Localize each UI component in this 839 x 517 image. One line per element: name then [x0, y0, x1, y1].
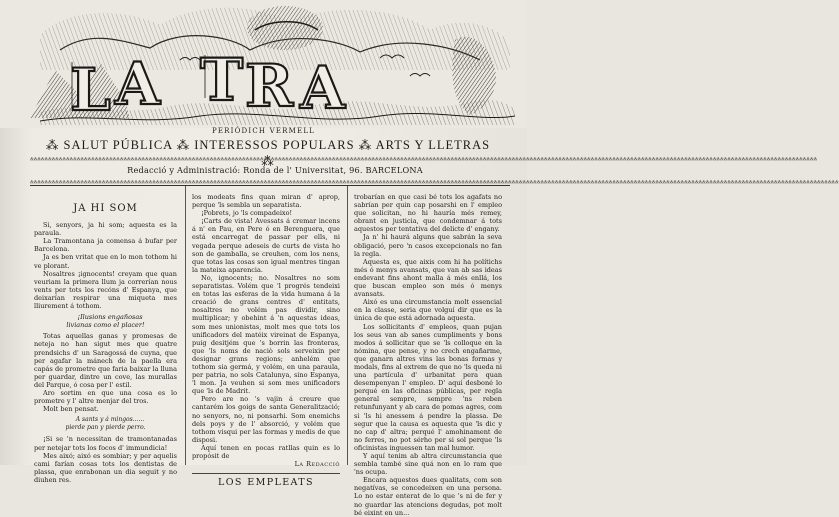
masthead-illustration: [0, 0, 527, 128]
col1-paragraph: Nosaltres ¡ignocents! creyam que quan veuriam la primera llum ja correrían nous vents per tots los recóns d' Espanya, que deixarían respirar una miqueta mes lliurement á tothom.: [34, 269, 177, 311]
signature: La Redacció: [294, 460, 340, 469]
col1-paragraph: Mes aixó; aixó es sombiar; y per aquelis cami farían cosas tots los dentistas de plassa, que enrabonan un dia seguit y no diuhen res.: [34, 451, 177, 484]
svg-text:A: A: [115, 50, 161, 118]
column-divider-1: [185, 186, 186, 465]
column-2: [192, 193, 340, 489]
col1-paragraph: ¡Si se 'n necessitan de tramontanadas per netejar tots los focos d' immundicia!: [34, 435, 177, 452]
col1-paragraph: Molt ben pensat.: [43, 405, 99, 414]
masthead-engraving: [0, 0, 527, 128]
ornamental-rule-top: ⁂⁂⁂⁂⁂⁂⁂⁂⁂⁂⁂⁂⁂⁂⁂⁂⁂⁂⁂⁂⁂⁂⁂⁂⁂⁂⁂⁂⁂⁂⁂⁂⁂⁂⁂⁂⁂⁂⁂⁂⁂⁂⁂⁂⁂⁂⁂⁂⁂⁂⁂⁂⁂⁂⁂⁂⁂⁂⁂⁂⁂⁂⁂⁂⁂⁂⁂⁂⁂⁂⁂⁂⁂⁂⁂⁂⁂⁂⁂⁂⁂⁂⁂⁂⁂⁂⁂⁂⁂⁂⁂⁂⁂⁂⁂⁂⁂⁂⁂⁂⁂⁂⁂⁂⁂⁂⁂⁂⁂⁂⁂⁂⁂⁂⁂⁂⁂⁂⁂⁂⁂⁂⁂⁂⁂⁂⁂⁂⁂⁂⁂⁂⁂⁂⁂⁂⁂⁂⁂⁂⁂⁂⁂⁂⁂⁂⁂⁂⁂⁂⁂⁂⁂⁂⁂⁂⁂⁂⁂⁂⁂⁂⁂⁂⁂⁂⁂⁂⁂⁂⁂⁂⁂⁂⁂⁂⁂⁂⁂⁂⁂⁂⁂⁂⁂⁂⁂⁂⁂⁂⁂⁂⁂⁂⁂⁂⁂⁂⁂⁂⁂⁂⁂⁂⁂⁂⁂⁂⁂⁂⁂⁂⁂⁂⁂⁂⁂⁂⁂: [30, 157, 818, 161]
col2-paragraph: ¡Carts de vista! Avessats á cremar incens á n' en Pau, en Pere ó en Berenguera, que está encarregat de passar per ells, ni vegada perque adeseis de curts de vista ho son de gamballa, se creuhen, com los nens, que totas las cosas son igual mentres tingan la mateixa aparencia.: [192, 217, 340, 274]
col2-paragraph: Aquí tenen en pocas ratllas quin es lo propósit de: [192, 443, 340, 460]
col1-paragraph: La Tramontana ja comensa á bufar per Barcelona.: [34, 237, 177, 254]
column-1: [34, 193, 177, 484]
svg-text:A: A: [300, 54, 346, 122]
section-heading: LOS EMPLEATS: [218, 477, 314, 489]
column-3: [354, 193, 502, 517]
col1-paragraph: Aro sortim en que una cosa es lo prometre y l' altre menjar del tros.: [34, 388, 177, 406]
col2-paragraph: Pero are no 's vajin á creure que cantarém los goigs de santa Generalització; no senyors, no, ni ponsarhi. Som enemichs dels poys y de l' absorció, y volém que tothom visqui per las formas y medis de que disposi.: [192, 395, 340, 444]
col3-paragraph: Encara aquestos dues qualitats, com son negatívas, se concedeixen en una persona. Lo no estar enterat de lo que 's ni de fer y no guardar las atencions degudas, pot molt bé eixint en un...: [354, 476, 502, 517]
col1-paragraph: Si, senyors, ja hi som; aquesta es la paraula.: [34, 221, 177, 238]
section-rule: [192, 473, 340, 474]
col3-paragraph: trobarían en que casi bé tots los agafats no sabrían per quin cap posarshi en l' empleo que solicitan, no hi hauría més remey, obrant en justicia, que condemnar á tots aquestos per tentativa del delicte d' engany.: [354, 193, 502, 234]
col3-paragraph: Aixó es una circumstancia molt essencial en la classe, seria que volguí dir que es la única de que está adornada aquesta.: [354, 298, 502, 323]
col2-paragraph: ¡Pobrets, jo 'ls compadeixo!: [201, 209, 293, 218]
svg-text:R: R: [245, 52, 294, 120]
col1-verse: ¡Ilusions engañosas livianas como el placer!: [66, 313, 145, 330]
subtitle: PERIÓDICH VERMELL: [211, 127, 316, 135]
col1-paragraph: Ja es ben vritat que en lo mon tothom hi ve plorant.: [34, 253, 177, 270]
col3-paragraph: Los sollicitants d' empleos, quan pujan los seus van ab sanes cumpliments y bons modos á sollicitar que se 'ls colloque en la nómina, que pense, y no crech engañarme, que ganarn altres vins las bonas formas y modals, fins al extrem de que no 'ls queda ni una partícula d' urbanitat pera quan desempenyan l' empleo. D' aquí desboné lo perqué en las oficinas públicas, per regla general sempre, sempre 'ns reben retunfunyant y ab cara de pomas agres, com si 'ls hi anessem á pendre la plassa. De segur que la causa es aquesta que 'ls dic y no cap d' altra; perqué l' amohinament de no ferres, no pot sérho per si sol perque 'ls oficinistas inguessen tan mal humor.: [354, 322, 502, 452]
col2-paragraph: los modeats fins quan miran d' aprop, perque 'ls sembla un separatista.: [192, 193, 340, 210]
col1-paragraph: Totas aquellas ganas y promesas de neteja no han sigut mes que quatre prendsichs d' un Saragossá de cuyna, que per agafar la mánech de la paella era capás de prometre que faria baixar la lluna per guardar, dintre un cove, las murallas del Parque, ó cosa per l' estil.: [34, 332, 177, 389]
col3-paragraph: Ja n' hi haurá alguns que sabrán la seva obligació, pero 'n casos excepcionals no fan la regla.: [354, 233, 502, 258]
header-divider: [30, 185, 510, 186]
col2-paragraph: No, ignocents; no. Nosaltres no som separatistas. Volém que 'l progrés tendeixi en totas las esferas de la vida humana á la creació de grans centres d' entitats, nosaltres no volém pas dividir, sino multiplicar; y obehint á 'n aquestas ideas, som mes unionistas, molt mes que tots los unificadors del matéix vireinat de Espanya, puig desitjém que 's borrin las fronteras, que 'ls noms de naciò sols serveixin per designar grans regions; anhelém que tothom sia germá, y volém, en una paraula, per patria, no sols Catalunya, sino Espanya, 'l mon. Ja veuhen si som mes unificadors que 'ls de Madrit.: [192, 273, 340, 396]
svg-text:T: T: [200, 46, 244, 114]
ornamental-rule-bottom: ⁂⁂⁂⁂⁂⁂⁂⁂⁂⁂⁂⁂⁂⁂⁂⁂⁂⁂⁂⁂⁂⁂⁂⁂⁂⁂⁂⁂⁂⁂⁂⁂⁂⁂⁂⁂⁂⁂⁂⁂⁂⁂⁂⁂⁂⁂⁂⁂⁂⁂⁂⁂⁂⁂⁂⁂⁂⁂⁂⁂⁂⁂⁂⁂⁂⁂⁂⁂⁂⁂⁂⁂⁂⁂⁂⁂⁂⁂⁂⁂⁂⁂⁂⁂⁂⁂⁂⁂⁂⁂⁂⁂⁂⁂⁂⁂⁂⁂⁂⁂⁂⁂⁂⁂⁂⁂⁂⁂⁂⁂⁂⁂⁂⁂⁂⁂⁂⁂⁂⁂⁂⁂⁂⁂⁂⁂⁂⁂⁂⁂⁂⁂⁂⁂⁂⁂⁂⁂⁂⁂⁂⁂⁂⁂⁂⁂⁂⁂⁂⁂⁂⁂⁂⁂⁂⁂⁂⁂⁂⁂⁂⁂⁂⁂⁂⁂⁂⁂⁂⁂⁂⁂⁂⁂⁂⁂⁂⁂⁂⁂⁂⁂⁂⁂⁂⁂⁂⁂⁂⁂⁂⁂⁂⁂⁂⁂⁂⁂⁂⁂⁂⁂⁂⁂⁂⁂⁂⁂⁂⁂⁂⁂⁂⁂⁂⁂⁂⁂⁂⁂⁂⁂⁂⁂⁂: [30, 180, 839, 184]
svg-text:L: L: [70, 56, 111, 124]
column-divider-2: [347, 186, 348, 465]
article-heading: JA HI SOM: [73, 203, 138, 214]
col3-paragraph: Aquesta es, que aixis com hi ha polítichs més ó menys avansats, que van ab sas ideas endevant fins ahont malla á més enllá, los que buscan empleo son més ó menys avansats.: [354, 257, 502, 299]
address-line: Redacció y Administració: Ronda de l' Universitat, 96. BARCELONA: [127, 165, 423, 175]
col1-verse: A sants y á mingos...... pierde pan y pierde perro.: [65, 416, 146, 432]
col3-paragraph: Y aquí tenim ab altra circumstancia que sembla també sine quá non en lo ram que 'ns ocupa.: [354, 452, 502, 477]
motto: ⁂ SALUT PÚBLICA ⁂ INTERESSOS POPULARS ⁂ ARTS Y LLETRAS ⁂: [45, 138, 491, 168]
